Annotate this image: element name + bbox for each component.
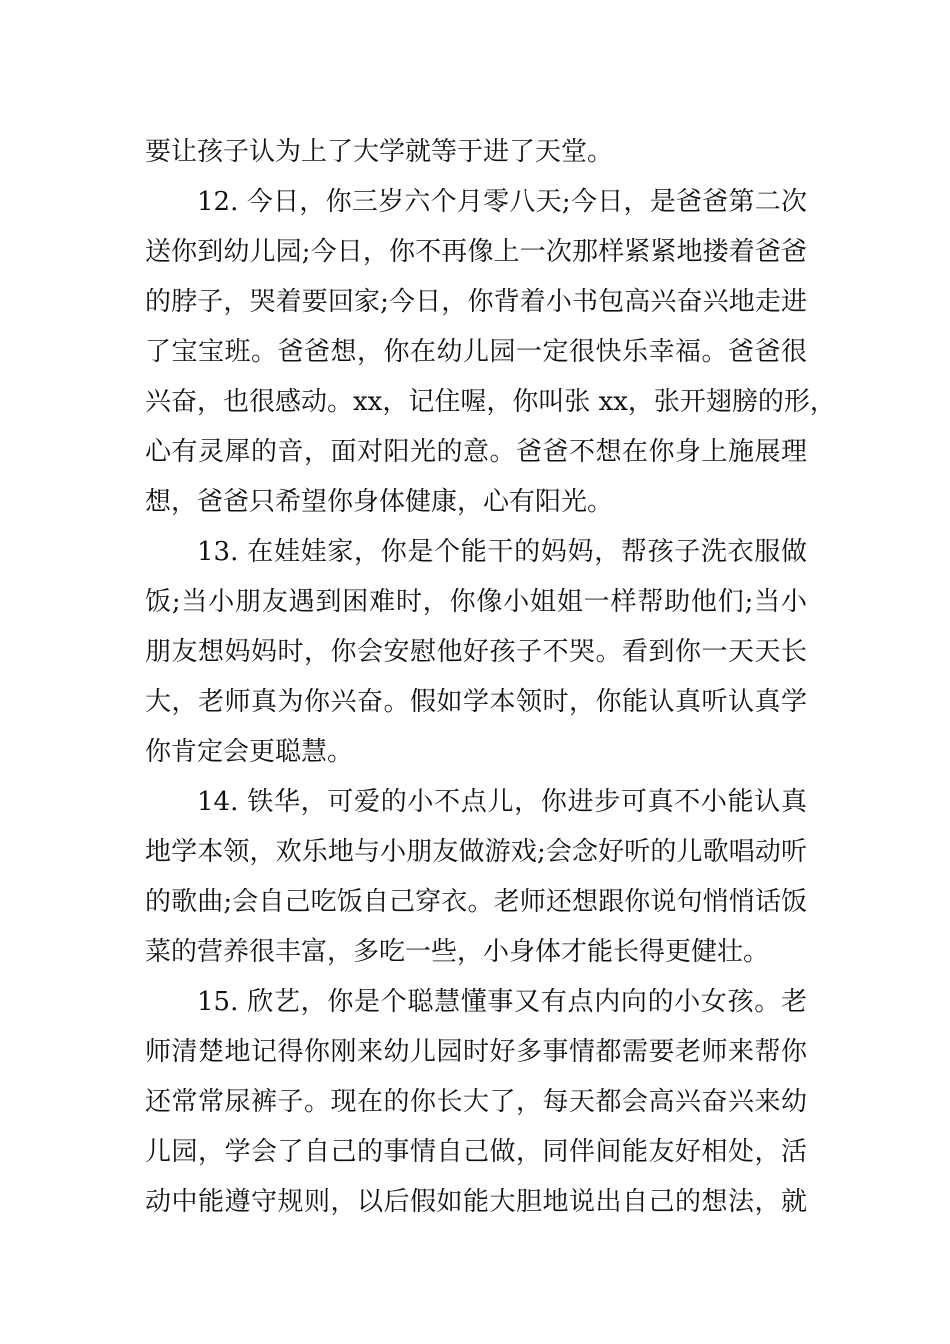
text-line: 的歌曲;会自己吃饭自己穿衣。老师还想跟你说句悄悄话饭 (145, 887, 807, 917)
text-line: 了宝宝班。爸爸想，你在幼儿园一定很快乐幸福。爸爸很 (145, 337, 807, 367)
text-line: 师清楚地记得你刚来幼儿园时好多事情都需要老师来帮你 (145, 1037, 807, 1067)
paragraph-14-start: 14. 铁华，可爱的小不点儿，你进步可真不小能认真 (197, 787, 807, 817)
paragraph-15-start: 15. 欣艺，你是个聪慧懂事又有点内向的小女孩。老 (197, 987, 807, 1017)
text-line: 朋友想妈妈时，你会安慰他好孩子不哭。看到你一天天长 (145, 637, 807, 667)
text-line: 还常常尿裤子。现在的你长大了，每天都会高兴奋兴来幼 (145, 1087, 807, 1117)
text-line: 的脖子，哭着要回家;今日，你背着小书包高兴奋兴地走进 (145, 287, 807, 317)
text-line: 要让孩子认为上了大学就等于进了天堂。 (145, 137, 614, 167)
text-line: 兴奋，也很感动。xx，记住喔，你叫张 xx，张开翅膀的形， (145, 387, 836, 417)
text-line: 饭;当小朋友遇到困难时，你像小姐姐一样帮助他们;当小 (145, 587, 807, 617)
text-line: 大，老师真为你兴奋。假如学本领时，你能认真听认真学 (145, 687, 807, 717)
paragraph-13-start: 13. 在娃娃家，你是个能干的妈妈，帮孩子洗衣服做 (197, 537, 807, 567)
text-line: 菜的营养很丰富，多吃一些，小身体才能长得更健壮。 (145, 937, 770, 967)
document-body (145, 127, 836, 1227)
paragraph-12-start: 12. 今日，你三岁六个月零八天;今日，是爸爸第二次 (197, 187, 807, 217)
text-line: 心有灵犀的音，面对阳光的意。爸爸不想在你身上施展理 (145, 437, 807, 467)
text-line: 你肯定会更聪慧。 (145, 737, 354, 767)
text-line: 送你到幼儿园;今日，你不再像上一次那样紧紧地搂着爸爸 (145, 237, 807, 267)
text-line: 想，爸爸只希望你身体健康，心有阳光。 (145, 487, 614, 517)
text-line: 地学本领，欢乐地与小朋友做游戏;会念好听的儿歌唱动听 (145, 837, 807, 867)
text-line: 儿园，学会了自己的事情自己做，同伴间能友好相处，活 (145, 1137, 807, 1167)
text-line: 动中能遵守规则，以后假如能大胆地说出自己的想法，就 (145, 1187, 807, 1217)
